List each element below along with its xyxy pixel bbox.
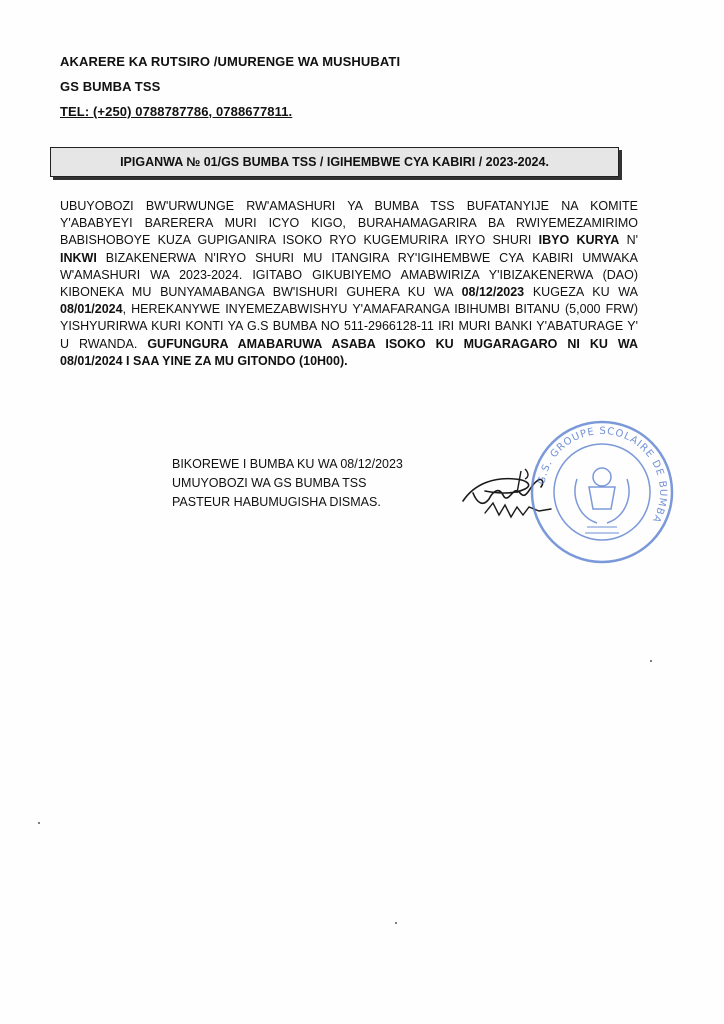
header-district: AKARERE KA RUTSIRO /UMURENGE WA MUSHUBATI: [60, 54, 401, 69]
tender-title-box: [50, 147, 619, 177]
body-bold-opening: GUFUNGURA AMABARUWA ASABA ISOKO KU MUGARAGARO NI KU WA 08/01/2024 I SAA YINE ZA MU GITONDO (10H00).: [60, 336, 639, 368]
signoff-place-date: BIKOREWE I BUMBA KU WA 08/12/2023: [172, 457, 403, 471]
signoff-role: UMUYOBOZI WA GS BUMBA TSS: [172, 476, 367, 490]
scan-speck: [650, 660, 652, 662]
body-text-2: N': [619, 233, 638, 248]
signoff-block: [172, 455, 403, 512]
body-text-5: , HEREKANYWE INYEMEZABWISHYU Y'AMAFARANGA IBIHUMBI BITANU (5,000 FRW) YISHYURIRWA KURI KONTI YA G.S BUMBA NO 511-2966128-11 IRI MURI BANKI Y'ABATURAGE Y' U RWANDA.: [60, 302, 638, 351]
tender-title: IPIGANWA № 01/GS BUMBA TSS / IGIHEMBWE CYA KABIRI / 2023-2024.: [120, 155, 549, 169]
svg-text:G.S. GROUPE SCOLAIRE DE BUMBA: G.S. GROUPE SCOLAIRE DE BUMBA: [536, 425, 669, 525]
body-bold-start-date: 08/12/2023: [461, 285, 525, 300]
body-text-1: UBUYOBOZI BW'URWUNGE RW'AMASHURI YA BUMBA TSS BUFATANYIJE NA KOMITE Y'ABABYEYI BARERERA MURI ICYO KIGO, BURAHAMAGARIRA BA RWIYEMEZAMIRIMO BABISHOBOYE KUZA GUPIGANIRA ISOKO RYO KUGEMURIRA IRYO SHURI: [60, 199, 638, 248]
scan-speck: [395, 922, 397, 924]
header-school: GS BUMBA TSS: [60, 79, 161, 94]
body-bold-firewood: INKWI: [60, 250, 97, 265]
signoff-name: PASTEUR HABUMUGISHA DISMAS.: [172, 495, 381, 509]
announcement-body: [60, 198, 638, 370]
body-text-3: BIZAKENERWA N'IRYO SHURI MU ITANGIRA RY'IGIHEMBWE CYA KABIRI UMWAKA W'AMASHURI WA 2023-2024. IGITABO GIKUBIYEMO AMABWIRIZA Y'IBIZAKENERWA (DAO) KIBONEKA MU BUNYAMABANGA BW'ISHURI GUHERA KU WA: [60, 250, 638, 300]
scan-speck: [38, 822, 40, 824]
header-phone: TEL: (+250) 0788787786, 0788677811.: [60, 104, 293, 119]
school-stamp: [527, 417, 677, 567]
body-text-4: KUGEZA KU WA: [524, 285, 638, 300]
body-bold-food: IBYO KURYA: [538, 233, 620, 248]
body-bold-end-date: 08/01/2024: [60, 302, 123, 317]
